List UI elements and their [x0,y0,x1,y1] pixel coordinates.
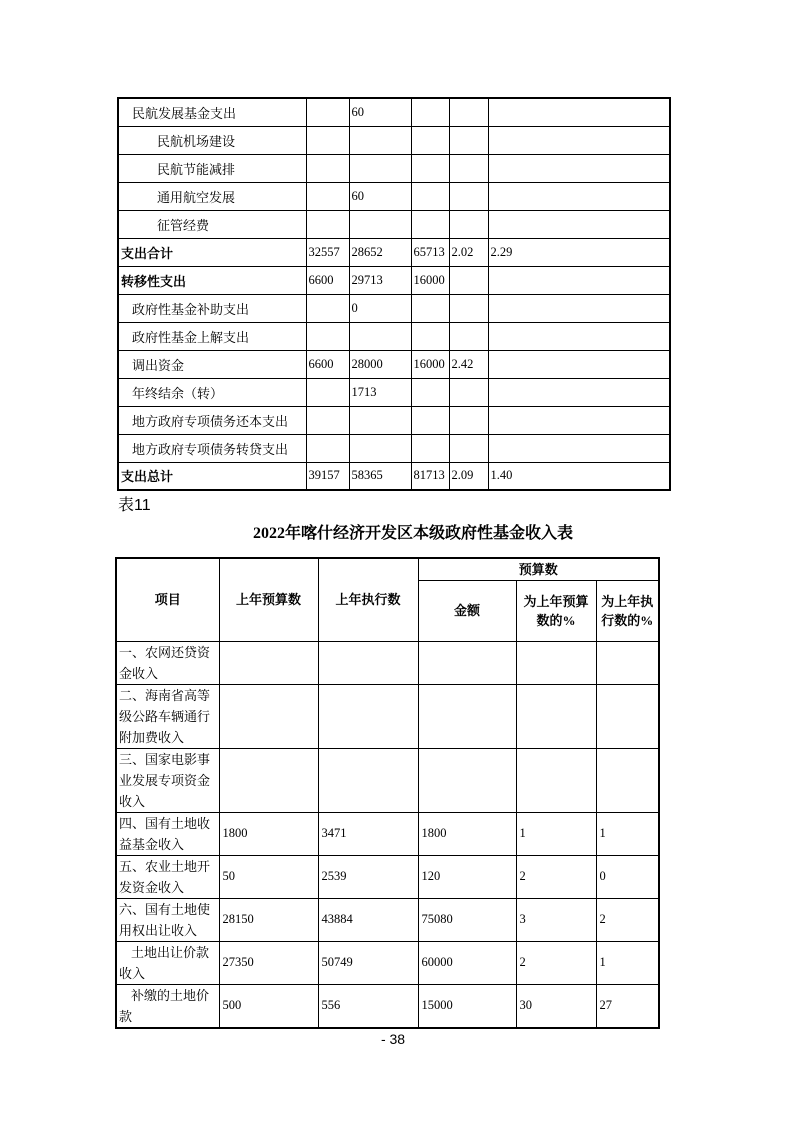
table-row [116,941,659,984]
table-11-title: 2022年喀什经济开发区本级政府性基金收入表 [252,525,573,542]
cell-value: 3471 [318,812,418,855]
cell-value: 2.02 [449,238,488,266]
cell-value: 29713 [349,266,411,294]
table-row [118,266,670,294]
cell-value [411,126,449,154]
cell-value [306,294,349,322]
cell-value [596,641,659,684]
cell-value [318,684,418,748]
cell-value: 16000 [411,266,449,294]
cell-value: 1 [516,812,596,855]
table-row [118,126,670,154]
row-label: 六、国有土地使用权出让收入 [116,898,219,941]
cell-value: 2 [596,898,659,941]
cell-value [449,406,488,434]
cell-value [488,98,670,126]
cell-value [418,641,516,684]
cell-value: 1.40 [488,462,670,490]
cell-value: 60 [349,182,411,210]
cell-value: 81713 [411,462,449,490]
table-row [118,154,670,182]
cell-value [349,154,411,182]
cell-value [411,154,449,182]
cell-value [306,98,349,126]
cell-value [488,350,670,378]
cell-value [488,434,670,462]
col-header-pct-prev-actual: 为上年执行数的% [596,580,659,641]
cell-value [349,126,411,154]
table-row [116,748,659,812]
cell-value: 1800 [219,812,318,855]
col-header-item: 项目 [116,558,219,641]
cell-value: 75080 [418,898,516,941]
cell-value: 2.09 [449,462,488,490]
row-label: 五、农业土地开发资金收入 [116,855,219,898]
table-row [116,898,659,941]
cell-value [411,406,449,434]
cell-value: 120 [418,855,516,898]
row-label: 通用航空发展 [118,182,306,210]
row-label: 一、农网还贷资金收入 [116,641,219,684]
row-label: 年终结余（转） [118,378,306,406]
cell-value [219,641,318,684]
cell-value [219,684,318,748]
cell-value [349,434,411,462]
cell-value: 2 [516,941,596,984]
cell-value: 0 [596,855,659,898]
cell-value [449,182,488,210]
cell-value [411,434,449,462]
cell-value [306,182,349,210]
cell-value [306,154,349,182]
table-row [118,294,670,322]
cell-value [411,182,449,210]
fund-revenue-table-header [116,558,659,641]
cell-value [306,378,349,406]
row-label: 地方政府专项债务还本支出 [118,406,306,434]
cell-value [306,210,349,238]
cell-value [516,748,596,812]
fund-revenue-table-body [116,641,659,1028]
table-row [116,855,659,898]
cell-value: 28000 [349,350,411,378]
table-row [116,684,659,748]
cell-value: 6600 [306,350,349,378]
row-label: 民航发展基金支出 [118,98,306,126]
cell-value: 60000 [418,941,516,984]
cell-value [516,641,596,684]
cell-value: 2 [516,855,596,898]
cell-value [449,126,488,154]
page-number: - 38 [380,1031,406,1047]
table-row [118,406,670,434]
cell-value [516,684,596,748]
cell-value [488,322,670,350]
cell-value [219,748,318,812]
cell-value [349,322,411,350]
cell-value [449,154,488,182]
cell-value [449,210,488,238]
cell-value: 43884 [318,898,418,941]
cell-value: 32557 [306,238,349,266]
cell-value [411,322,449,350]
cell-value [418,748,516,812]
cell-value [306,322,349,350]
row-label: 民航节能减排 [118,154,306,182]
row-label: 政府性基金上解支出 [118,322,306,350]
row-label: 地方政府专项债务转贷支出 [118,434,306,462]
cell-value: 2.29 [488,238,670,266]
col-header-pct-prev-budget: 为上年预算数的% [516,580,596,641]
cell-value [596,684,659,748]
cell-value [306,406,349,434]
cell-value [318,748,418,812]
cell-value [488,210,670,238]
table-row [118,378,670,406]
table-row [118,98,670,126]
table-row [118,350,670,378]
cell-value [306,126,349,154]
row-label: 三、国家电影事业发展专项资金收入 [116,748,219,812]
cell-value [488,406,670,434]
cell-value: 50 [219,855,318,898]
cell-value: 556 [318,984,418,1028]
cell-value: 28652 [349,238,411,266]
cell-value [488,126,670,154]
expenditure-table-body [118,98,670,490]
table-row [116,984,659,1028]
cell-value [318,641,418,684]
cell-value: 1713 [349,378,411,406]
cell-value [411,98,449,126]
row-label: 支出总计 [118,462,306,490]
cell-value: 0 [349,294,411,322]
cell-value: 28150 [219,898,318,941]
expenditure-table-continuation [117,97,671,491]
col-header-budget-group: 预算数 [418,558,659,580]
cell-value [449,266,488,294]
cell-value: 6600 [306,266,349,294]
table-row [116,641,659,684]
cell-value [411,294,449,322]
cell-value [488,378,670,406]
cell-value [488,154,670,182]
cell-value: 15000 [418,984,516,1028]
row-label: 民航机场建设 [118,126,306,154]
table-row [118,238,670,266]
cell-value [488,266,670,294]
row-label: 补缴的土地价款 [116,984,219,1028]
row-label: 二、海南省高等级公路车辆通行附加费收入 [116,684,219,748]
cell-value: 27 [596,984,659,1028]
table-row [118,322,670,350]
cell-value [488,182,670,210]
row-label: 征管经费 [118,210,306,238]
row-label: 转移性支出 [118,266,306,294]
cell-value [449,434,488,462]
cell-value [306,434,349,462]
cell-value [449,378,488,406]
cell-value: 500 [219,984,318,1028]
cell-value [596,748,659,812]
row-label: 政府性基金补助支出 [118,294,306,322]
col-header-amount: 金额 [418,580,516,641]
table-11-tag: 表11 [118,497,151,514]
table-row [118,182,670,210]
cell-value: 1 [596,941,659,984]
cell-value [418,684,516,748]
table-row [118,462,670,490]
cell-value: 65713 [411,238,449,266]
cell-value: 27350 [219,941,318,984]
cell-value: 2.42 [449,350,488,378]
row-label: 支出合计 [118,238,306,266]
cell-value: 30 [516,984,596,1028]
cell-value [488,294,670,322]
cell-value [349,210,411,238]
cell-value: 50749 [318,941,418,984]
col-header-prev-actual: 上年执行数 [318,558,418,641]
cell-value: 39157 [306,462,349,490]
table-row [116,812,659,855]
cell-value: 16000 [411,350,449,378]
row-label: 调出资金 [118,350,306,378]
col-header-prev-budget: 上年预算数 [219,558,318,641]
cell-value [411,378,449,406]
fund-revenue-table [115,557,660,1029]
cell-value [411,210,449,238]
cell-value [449,294,488,322]
cell-value: 60 [349,98,411,126]
cell-value: 3 [516,898,596,941]
cell-value [449,98,488,126]
row-label: 土地出让价款收入 [116,941,219,984]
table-row [118,210,670,238]
table-row [118,434,670,462]
cell-value: 1800 [418,812,516,855]
cell-value [349,406,411,434]
row-label: 四、国有土地收益基金收入 [116,812,219,855]
cell-value: 58365 [349,462,411,490]
cell-value: 2539 [318,855,418,898]
cell-value [449,322,488,350]
cell-value: 1 [596,812,659,855]
